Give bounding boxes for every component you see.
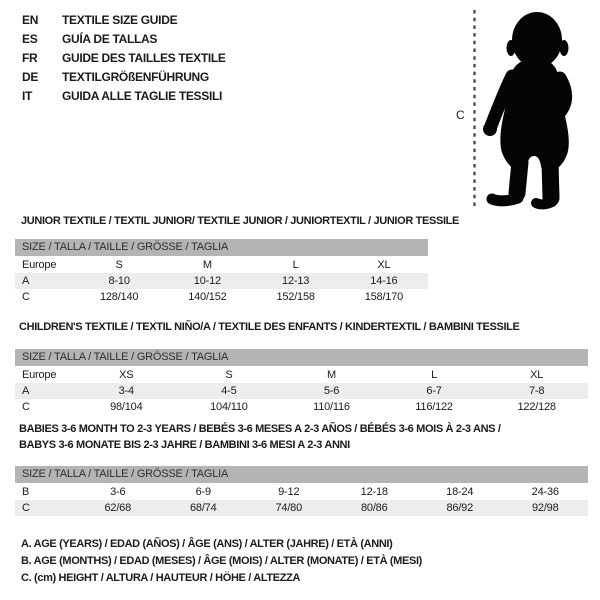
standing-toddler-silhouette	[483, 12, 569, 204]
legend-row-en	[22, 11, 226, 30]
size-cell: M	[202, 259, 212, 271]
size-cell: 104/110	[210, 401, 248, 413]
size-cell: L	[292, 259, 299, 271]
legend-row-it	[22, 87, 226, 106]
footnote-c: C. (cm) HEIGHT / ALTURA / HAUTEUR / HÖHE / ALTEZZA	[21, 572, 301, 584]
size-bar: SIZE / TALLA / TAILLE / GRÖSSE / TAGLIA	[15, 466, 588, 483]
size-cell: 5-6	[323, 385, 340, 397]
legend-row-de	[22, 68, 226, 87]
table-row-europe	[15, 257, 428, 273]
language-code: IT	[22, 89, 33, 103]
junior-section-heading: JUNIOR TEXTILE / TEXTIL JUNIOR/ TEXTILE JUNIOR / JUNIORTEXTIL / JUNIOR TESSILE	[21, 215, 460, 227]
size-cell: 86/92	[446, 502, 474, 514]
row-label: C	[22, 401, 30, 413]
size-cell: M	[327, 369, 336, 381]
children-size-table	[15, 349, 588, 415]
legend-row-fr	[22, 49, 226, 68]
size-cell: 12-18	[360, 486, 388, 498]
size-cell: S	[115, 259, 123, 271]
row-label: Europe	[22, 259, 57, 271]
measure-label-c: C	[456, 108, 465, 122]
size-cell: 8-10	[108, 275, 130, 287]
guide-title: GUIDA ALLE TAGLIE TESSILI	[62, 89, 223, 103]
babies-heading-line1: BABIES 3-6 MONTH TO 2-3 YEARS / BEBÉS 3-6 MESES A 2-3 AÑOS / BÉBÉS 3-6 MOIS À 2-3 ANS /	[19, 423, 501, 435]
size-cell: 128/140	[99, 291, 139, 303]
size-cell: 6-7	[426, 385, 442, 397]
size-cell: 98/104	[110, 401, 143, 413]
size-cell: XL	[530, 369, 544, 381]
size-cell: 12-13	[282, 275, 310, 287]
size-cell: 3-4	[118, 385, 134, 397]
size-cell: 6-9	[195, 486, 211, 498]
table-row-age	[15, 273, 428, 289]
children-section-heading: CHILDREN'S TEXTILE / TEXTIL NIÑO/A / TEXTILE DES ENFANTS / KINDERTEXTIL / BAMBINI TESSILE	[19, 321, 520, 333]
baby-silhouette-figure	[448, 2, 590, 214]
size-cell: 14-16	[370, 275, 398, 287]
size-cell: L	[431, 369, 438, 381]
size-cell: XS	[119, 369, 134, 381]
size-cell: 152/158	[276, 291, 315, 303]
size-cell: 158/170	[364, 291, 404, 303]
guide-title: GUÍA DE TALLAS	[62, 32, 158, 46]
size-cell: 92/98	[531, 502, 559, 514]
size-cell: 62/68	[104, 502, 132, 514]
size-cell: 74/80	[275, 502, 303, 514]
footnotes	[21, 536, 422, 587]
row-label: C	[22, 502, 30, 514]
legend-row-es	[22, 30, 226, 49]
size-cell: 18-24	[446, 486, 474, 498]
size-cell: XL	[377, 259, 391, 271]
table-row-height	[15, 500, 588, 516]
row-label: C	[22, 291, 30, 303]
table-row-age	[15, 383, 588, 399]
babies-size-table	[15, 466, 588, 516]
row-label: B	[22, 486, 30, 498]
junior-size-table	[15, 239, 428, 305]
footnote-a: A. AGE (YEARS) / EDAD (AÑOS) / ÂGE (ANS) / ALTER (JAHRE) / ETÀ (ANNI)	[21, 538, 393, 550]
language-legend	[22, 11, 226, 106]
size-cell: 110/116	[313, 401, 350, 413]
guide-title: GUIDE DES TAILLES TEXTILE	[62, 51, 226, 65]
guide-title: TEXTILE SIZE GUIDE	[62, 13, 178, 27]
row-label: A	[22, 275, 30, 287]
row-label: A	[22, 385, 30, 397]
row-label: Europe	[22, 369, 57, 381]
table-row-europe	[15, 367, 588, 383]
footnote-b: B. AGE (MONTHS) / EDAD (MESES) / ÂGE (MOIS) / ALTER (MONATE) / ETÀ (MESI)	[21, 555, 422, 567]
size-cell: 4-5	[221, 385, 237, 397]
size-cell: 68/74	[189, 502, 217, 514]
table-row-height	[15, 399, 588, 415]
size-bar: SIZE / TALLA / TAILLE / GRÖSSE / TAGLIA	[15, 349, 588, 366]
size-cell: 10-12	[193, 275, 221, 287]
size-cell: 7-8	[529, 385, 545, 397]
guide-title: TEXTILGRÖßENFÜHRUNG	[62, 70, 209, 84]
table-row-age-months	[15, 484, 588, 500]
size-cell: 24-36	[531, 486, 559, 498]
table-row-height	[15, 289, 428, 305]
size-cell: 116/122	[415, 401, 453, 413]
babies-heading-line2: BABYS 3-6 MONATE BIS 2-3 JAHRE / BAMBINI 3-6 MESI A 2-3 ANNI	[19, 439, 350, 451]
babies-section-heading	[19, 421, 501, 453]
size-cell: S	[225, 369, 233, 381]
size-cell: 3-6	[110, 486, 126, 498]
size-cell: 80/86	[360, 502, 388, 514]
language-code: DE	[22, 70, 39, 84]
size-cell: 140/152	[188, 291, 227, 303]
size-cell: 122/128	[517, 401, 556, 413]
size-bar: SIZE / TALLA / TAILLE / GRÖSSE / TAGLIA	[15, 239, 428, 256]
language-code: EN	[22, 13, 39, 27]
size-cell: 9-12	[278, 486, 300, 498]
language-code: FR	[22, 51, 38, 65]
language-code: ES	[22, 32, 38, 46]
